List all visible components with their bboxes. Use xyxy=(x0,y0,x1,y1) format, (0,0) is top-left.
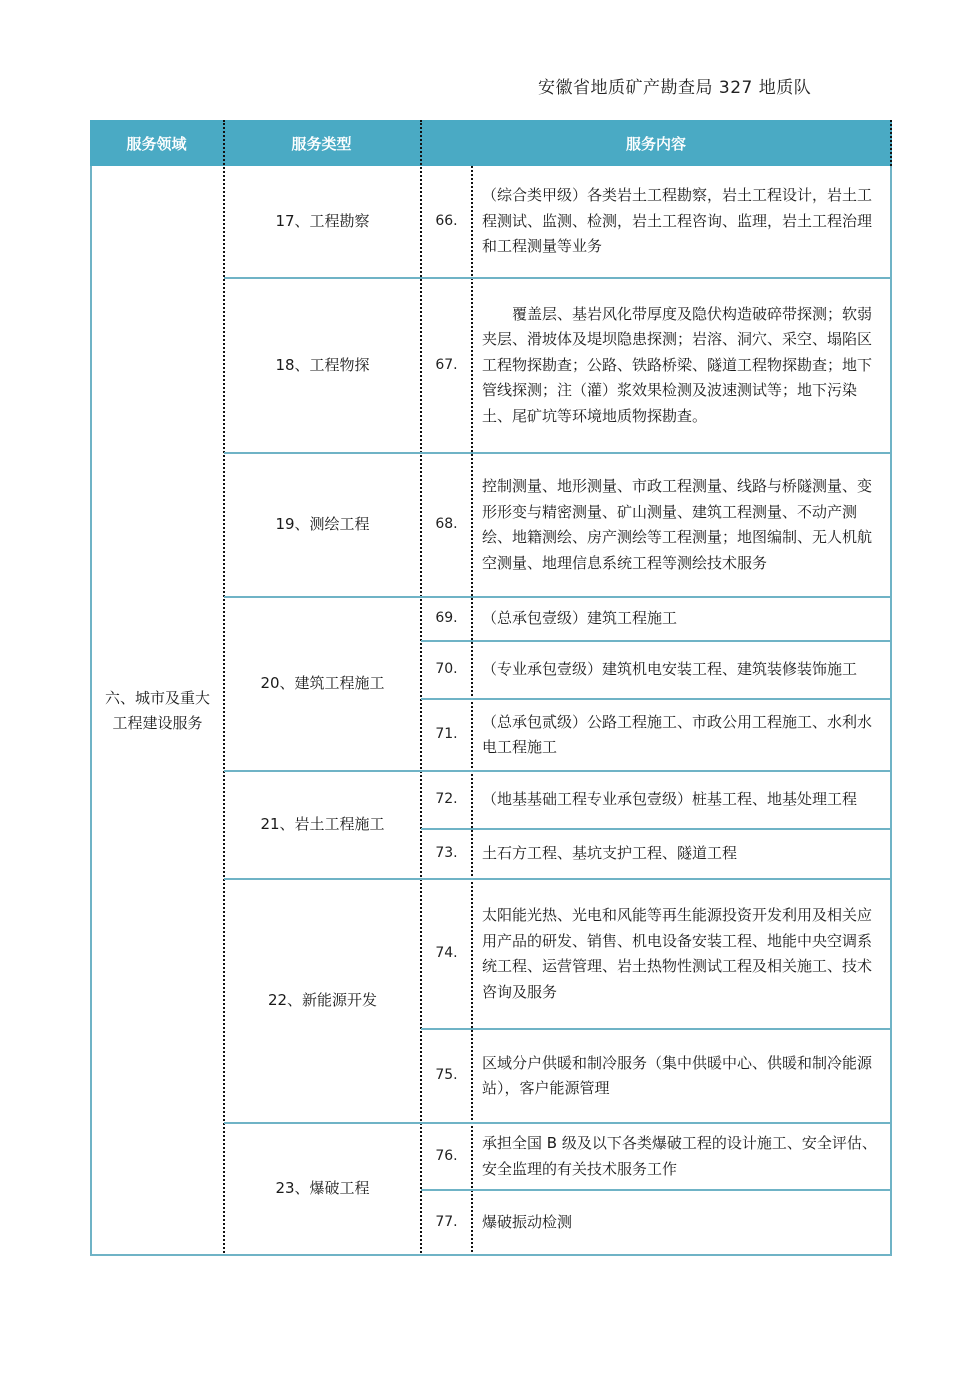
service-type-cell: 17、工程勘察 xyxy=(275,211,370,230)
item-number: 68. xyxy=(435,516,458,533)
service-domain-line: 工程建设服务 xyxy=(112,714,203,732)
item-content: （综合类甲级）各类岩土工程勘察，岩土工程设计，岩土工程测试、监测、检测，岩土工程咨询、监理，岩土工程治理和工程测量等业务 xyxy=(482,186,873,256)
service-type-cell: 21、岩土工程施工 xyxy=(260,815,385,834)
item-content: （总承包壹级）建筑工程施工 xyxy=(482,609,678,628)
item-content: 土石方工程、基坑支护工程、隧道工程 xyxy=(482,844,738,863)
item-content: 区域分户供暖和制冷服务（集中供暖中心、供暖和制冷能源站），客户能源管理 xyxy=(482,1053,873,1097)
item-content: （专业承包壹级）建筑机电安装工程、建筑装修装饰施工 xyxy=(482,660,858,679)
item-number: 66. xyxy=(435,212,458,229)
item-number: 67. xyxy=(435,356,458,373)
item-number: 74. xyxy=(435,945,458,962)
item-number: 69. xyxy=(435,610,458,627)
organization-header: 安徽省地质矿产勘查局 327 地质队 xyxy=(538,78,812,98)
item-content: 控制测量、地形测量、市政工程测量、线路与桥隧测量、变形形变与精密测量、矿山测量、建筑工程测量、不动产测绘、地籍测绘、房产测绘等工程测量；地图编制、无人机航空测量、地理信息系统工程等测绘技术服务 xyxy=(482,477,873,572)
item-number: 75. xyxy=(435,1067,458,1084)
service-domain-cell xyxy=(92,166,223,1256)
item-number: 77. xyxy=(435,1213,458,1230)
column-header-type: 服务类型 xyxy=(291,134,352,153)
item-content: 覆盖层、基岩风化带厚度及隐伏构造破碎带探测；软弱夹层、滑坡体及堤坝隐患探测；岩溶、洞穴、采空、塌陷区工程物探勘查；公路、铁路桥梁、隧道工程物探勘查；地下管线探测；注（灌）浆效果检测及波速测试等；地下污染土、尾矿坑等环境地质物探勘查。 xyxy=(482,304,873,425)
item-content: （地基基础工程专业承包壹级）桩基工程、地基处理工程 xyxy=(482,790,858,809)
item-number: 71. xyxy=(435,726,458,743)
item-content: 太阳能光热、光电和风能等再生能源投资开发利用及相关应用产品的研发、销售、机电设备安装工程、地能中央空调系统工程、运营管理、岩土热物性测试工程及相关施工、技术咨询及服务 xyxy=(482,906,873,1001)
column-header-content: 服务内容 xyxy=(625,134,686,153)
table-header xyxy=(90,120,892,166)
item-number: 72. xyxy=(435,791,458,808)
service-type-cell: 19、测绘工程 xyxy=(275,515,370,534)
service-type-cell: 22、新能源开发 xyxy=(267,991,378,1010)
item-number: 70. xyxy=(435,661,458,678)
column-divider xyxy=(890,120,892,166)
item-content: 爆破振动检测 xyxy=(482,1212,573,1231)
table-border-right xyxy=(890,166,892,1256)
item-number: 76. xyxy=(435,1147,458,1164)
service-table xyxy=(90,120,892,1256)
service-type-cell: 20、建筑工程施工 xyxy=(260,674,385,693)
service-type-cell: 23、爆破工程 xyxy=(275,1179,370,1198)
item-number: 73. xyxy=(435,845,458,862)
item-content: （总承包贰级）公路工程施工、市政公用工程施工、水利水电工程施工 xyxy=(482,712,873,756)
column-header-domain: 服务领域 xyxy=(126,134,187,153)
item-content: 承担全国 B 级及以下各类爆破工程的设计施工、安全评估、安全监理的有关技术服务工作 xyxy=(482,1134,877,1178)
service-type-cell: 18、工程物探 xyxy=(275,355,370,374)
service-domain-line: 六、城市及重大 xyxy=(104,688,210,707)
